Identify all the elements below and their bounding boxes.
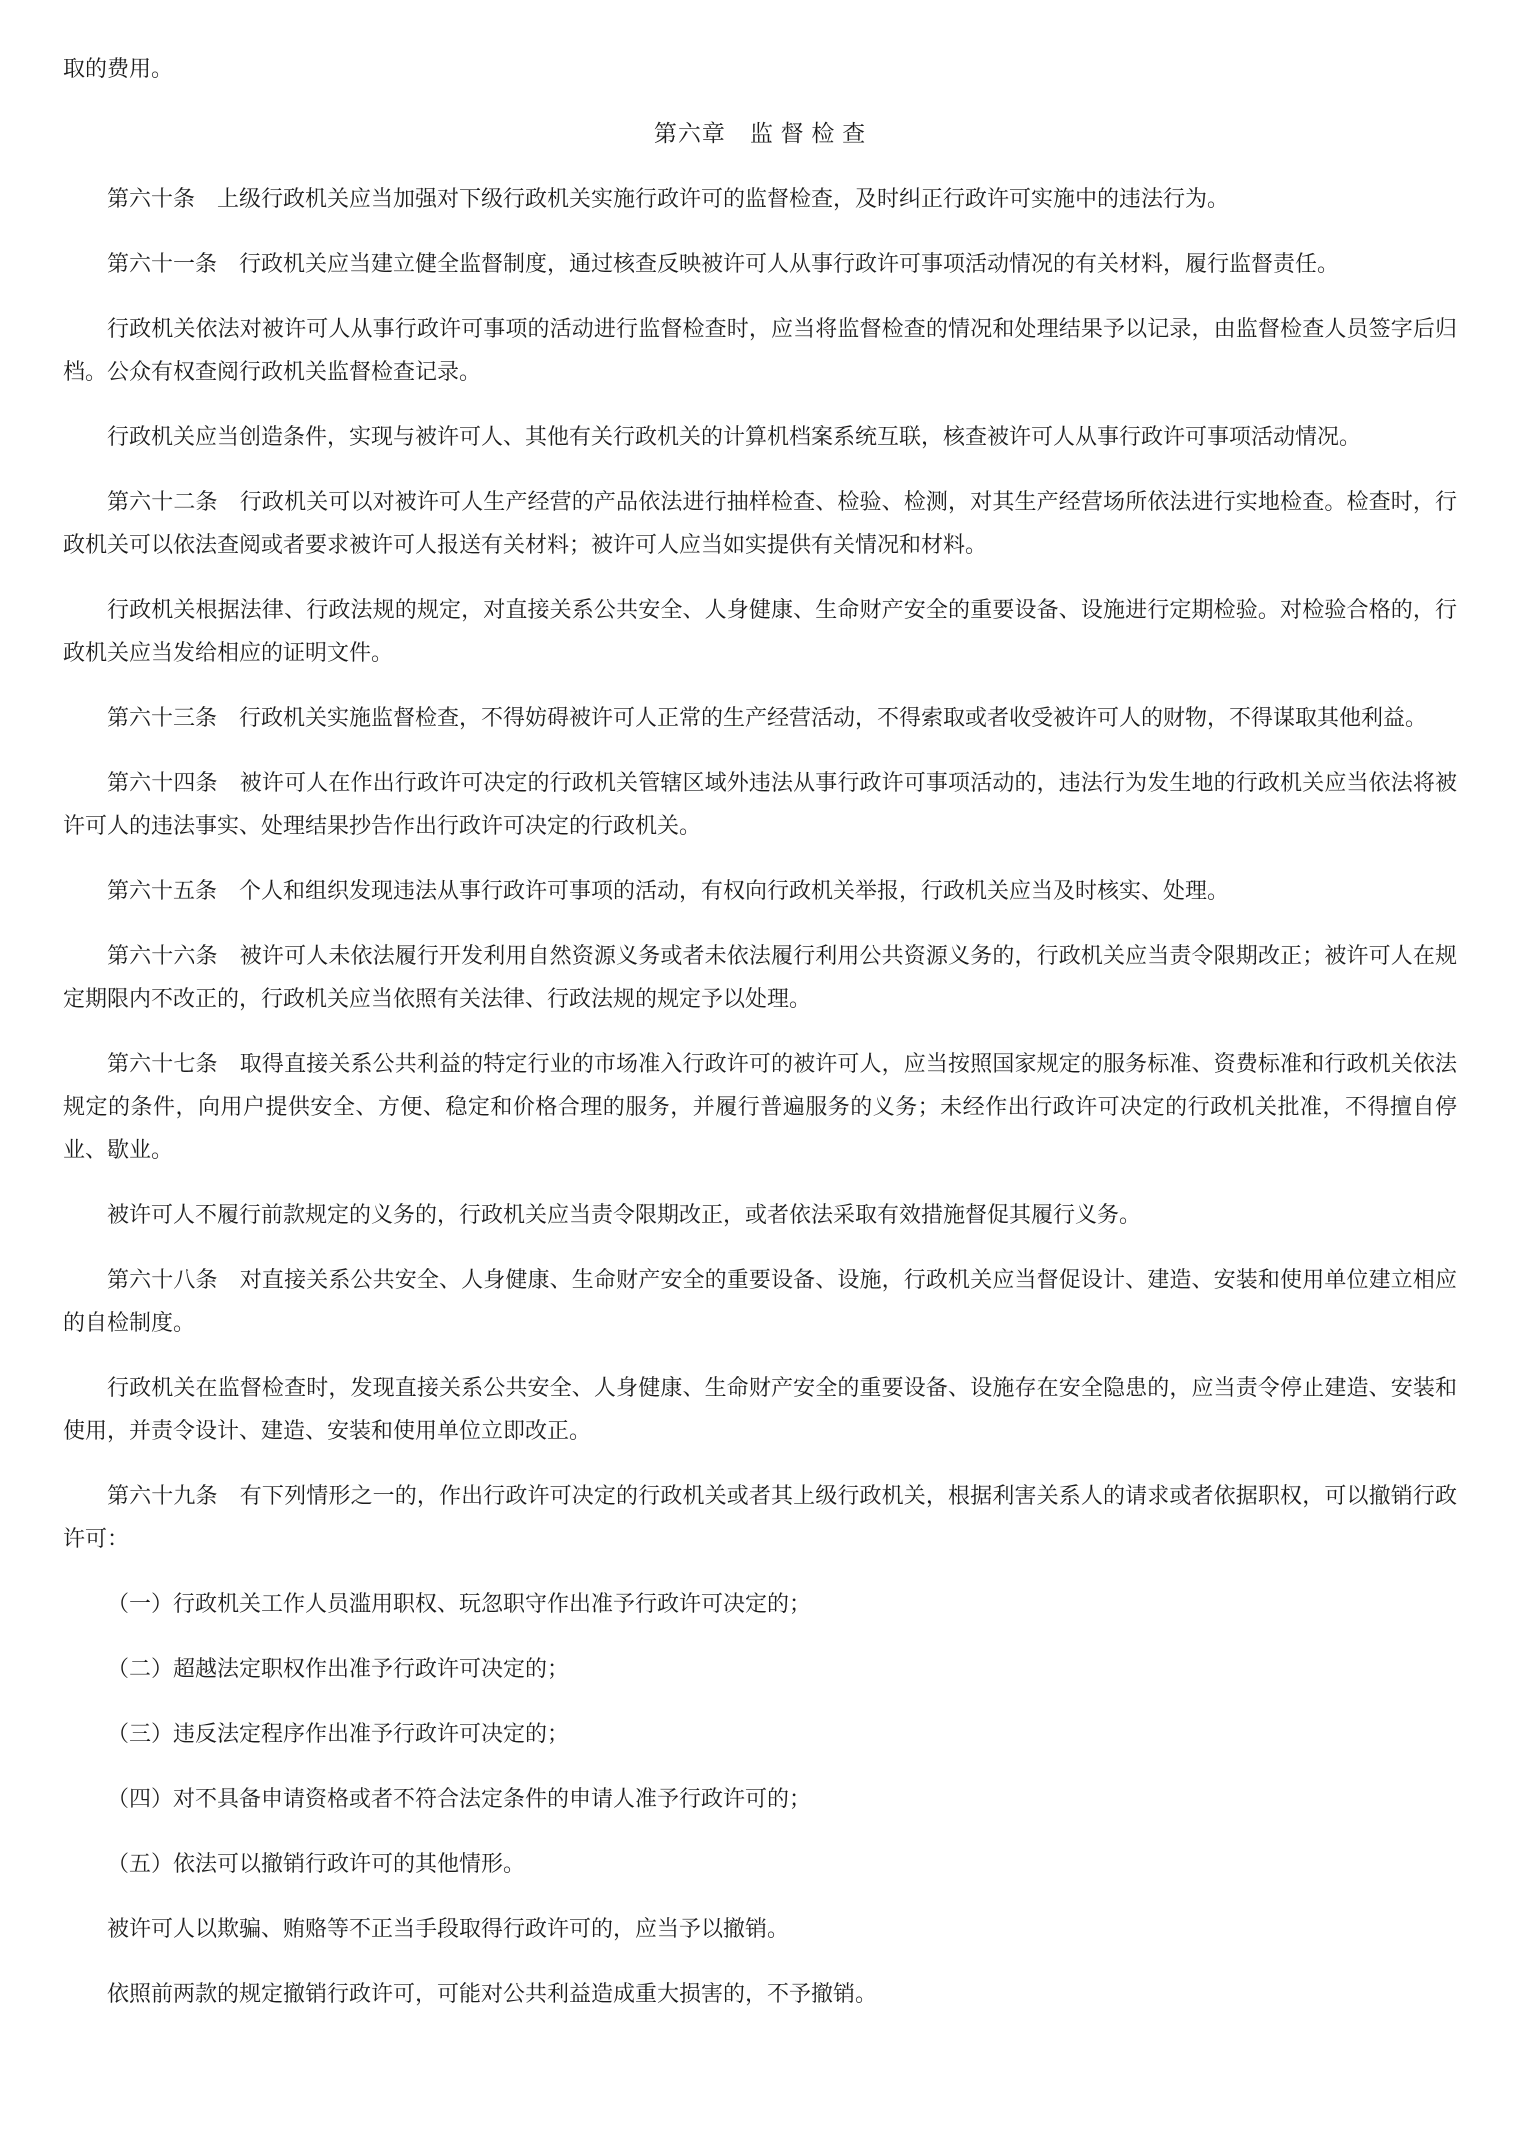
- law-paragraph: （一）行政机关工作人员滥用职权、玩忽职守作出准予行政许可决定的；: [107, 1591, 812, 1616]
- law-paragraph: 第六十条 上级行政机关应当加强对下级行政机关实施行政许可的监督检查，及时纠正行政许可实施中的违法行为。: [107, 186, 1230, 211]
- law-paragraph: （五）依法可以撤销行政许可的其他情形。: [107, 1851, 526, 1876]
- law-paragraph: 行政机关应当创造条件，实现与被许可人、其他有关行政机关的计算机档案系统互联，核查被许可人从事行政许可事项活动情况。: [107, 424, 1362, 449]
- law-paragraph: （二）超越法定职权作出准予行政许可决定的；: [107, 1656, 570, 1681]
- law-paragraph: 第六十一条 行政机关应当建立健全监督制度，通过核查反映被许可人从事行政许可事项活动情况的有关材料，履行监督责任。: [107, 251, 1340, 276]
- law-paragraph: 第六十二条 行政机关可以对被许可人生产经营的产品依法进行抽样检查、检验、检测，对其生产经营场所依法进行实地检查。检查时，行政机关可以依法查阅或者要求被许可人报送有关材料；被许可人应当如实提供有关情况和材料。: [63, 489, 1457, 557]
- law-paragraph: 被许可人以欺骗、贿赂等不正当手段取得行政许可的，应当予以撤销。: [107, 1916, 790, 1941]
- law-paragraph: 第六十四条 被许可人在作出行政许可决定的行政机关管辖区域外违法从事行政许可事项活动的，违法行为发生地的行政机关应当依法将被许可人的违法事实、处理结果抄告作出行政许可决定的行政机关。: [63, 770, 1457, 838]
- law-paragraph: 第六十九条 有下列情形之一的，作出行政许可决定的行政机关或者其上级行政机关，根据利害关系人的请求或者依据职权，可以撤销行政许可：: [63, 1483, 1457, 1551]
- law-paragraph-list: [63, 177, 1457, 2015]
- chapter-heading: 第六章 监 督 检 查: [653, 121, 867, 146]
- law-paragraph: 第六十八条 对直接关系公共安全、人身健康、生命财产安全的重要设备、设施，行政机关应当督促设计、建造、安装和使用单位建立相应的自检制度。: [63, 1267, 1457, 1335]
- law-paragraph: （四）对不具备申请资格或者不符合法定条件的申请人准予行政许可的；: [107, 1786, 812, 1811]
- law-paragraph: 行政机关在监督检查时，发现直接关系公共安全、人身健康、生命财产安全的重要设备、设施存在安全隐患的，应当责令停止建造、安装和使用，并责令设计、建造、安装和使用单位立即改正。: [63, 1375, 1457, 1443]
- law-paragraph: （三）违反法定程序作出准予行政许可决定的；: [107, 1721, 570, 1746]
- law-paragraph: 第六十五条 个人和组织发现违法从事行政许可事项的活动，有权向行政机关举报，行政机关应当及时核实、处理。: [107, 878, 1230, 903]
- law-paragraph: 行政机关依法对被许可人从事行政许可事项的活动进行监督检查时，应当将监督检查的情况和处理结果予以记录，由监督检查人员签字后归档。公众有权查阅行政机关监督检查记录。: [63, 316, 1457, 384]
- law-paragraph: 行政机关根据法律、行政法规的规定，对直接关系公共安全、人身健康、生命财产安全的重要设备、设施进行定期检验。对检验合格的，行政机关应当发给相应的证明文件。: [63, 597, 1457, 665]
- law-paragraph: 第六十六条 被许可人未依法履行开发利用自然资源义务或者未依法履行利用公共资源义务的，行政机关应当责令限期改正；被许可人在规定期限内不改正的，行政机关应当依照有关法律、行政法规的规定予以处理。: [63, 943, 1457, 1011]
- law-paragraph: 第六十三条 行政机关实施监督检查，不得妨碍被许可人正常的生产经营活动，不得索取或者收受被许可人的财物，不得谋取其他利益。: [107, 705, 1428, 730]
- continuation-fragment: 取的费用。: [63, 56, 174, 81]
- law-paragraph: 依照前两款的规定撤销行政许可，可能对公共利益造成重大损害的，不予撤销。: [107, 1981, 878, 2006]
- law-paragraph: 第六十七条 取得直接关系公共利益的特定行业的市场准入行政许可的被许可人，应当按照国家规定的服务标准、资费标准和行政机关依法规定的条件，向用户提供安全、方便、稳定和价格合理的服务，并履行普遍服务的义务；未经作出行政许可决定的行政机关批准，不得擅自停业、歇业。: [63, 1051, 1457, 1162]
- law-paragraph: 被许可人不履行前款规定的义务的，行政机关应当责令限期改正，或者依法采取有效措施督促其履行义务。: [107, 1202, 1142, 1227]
